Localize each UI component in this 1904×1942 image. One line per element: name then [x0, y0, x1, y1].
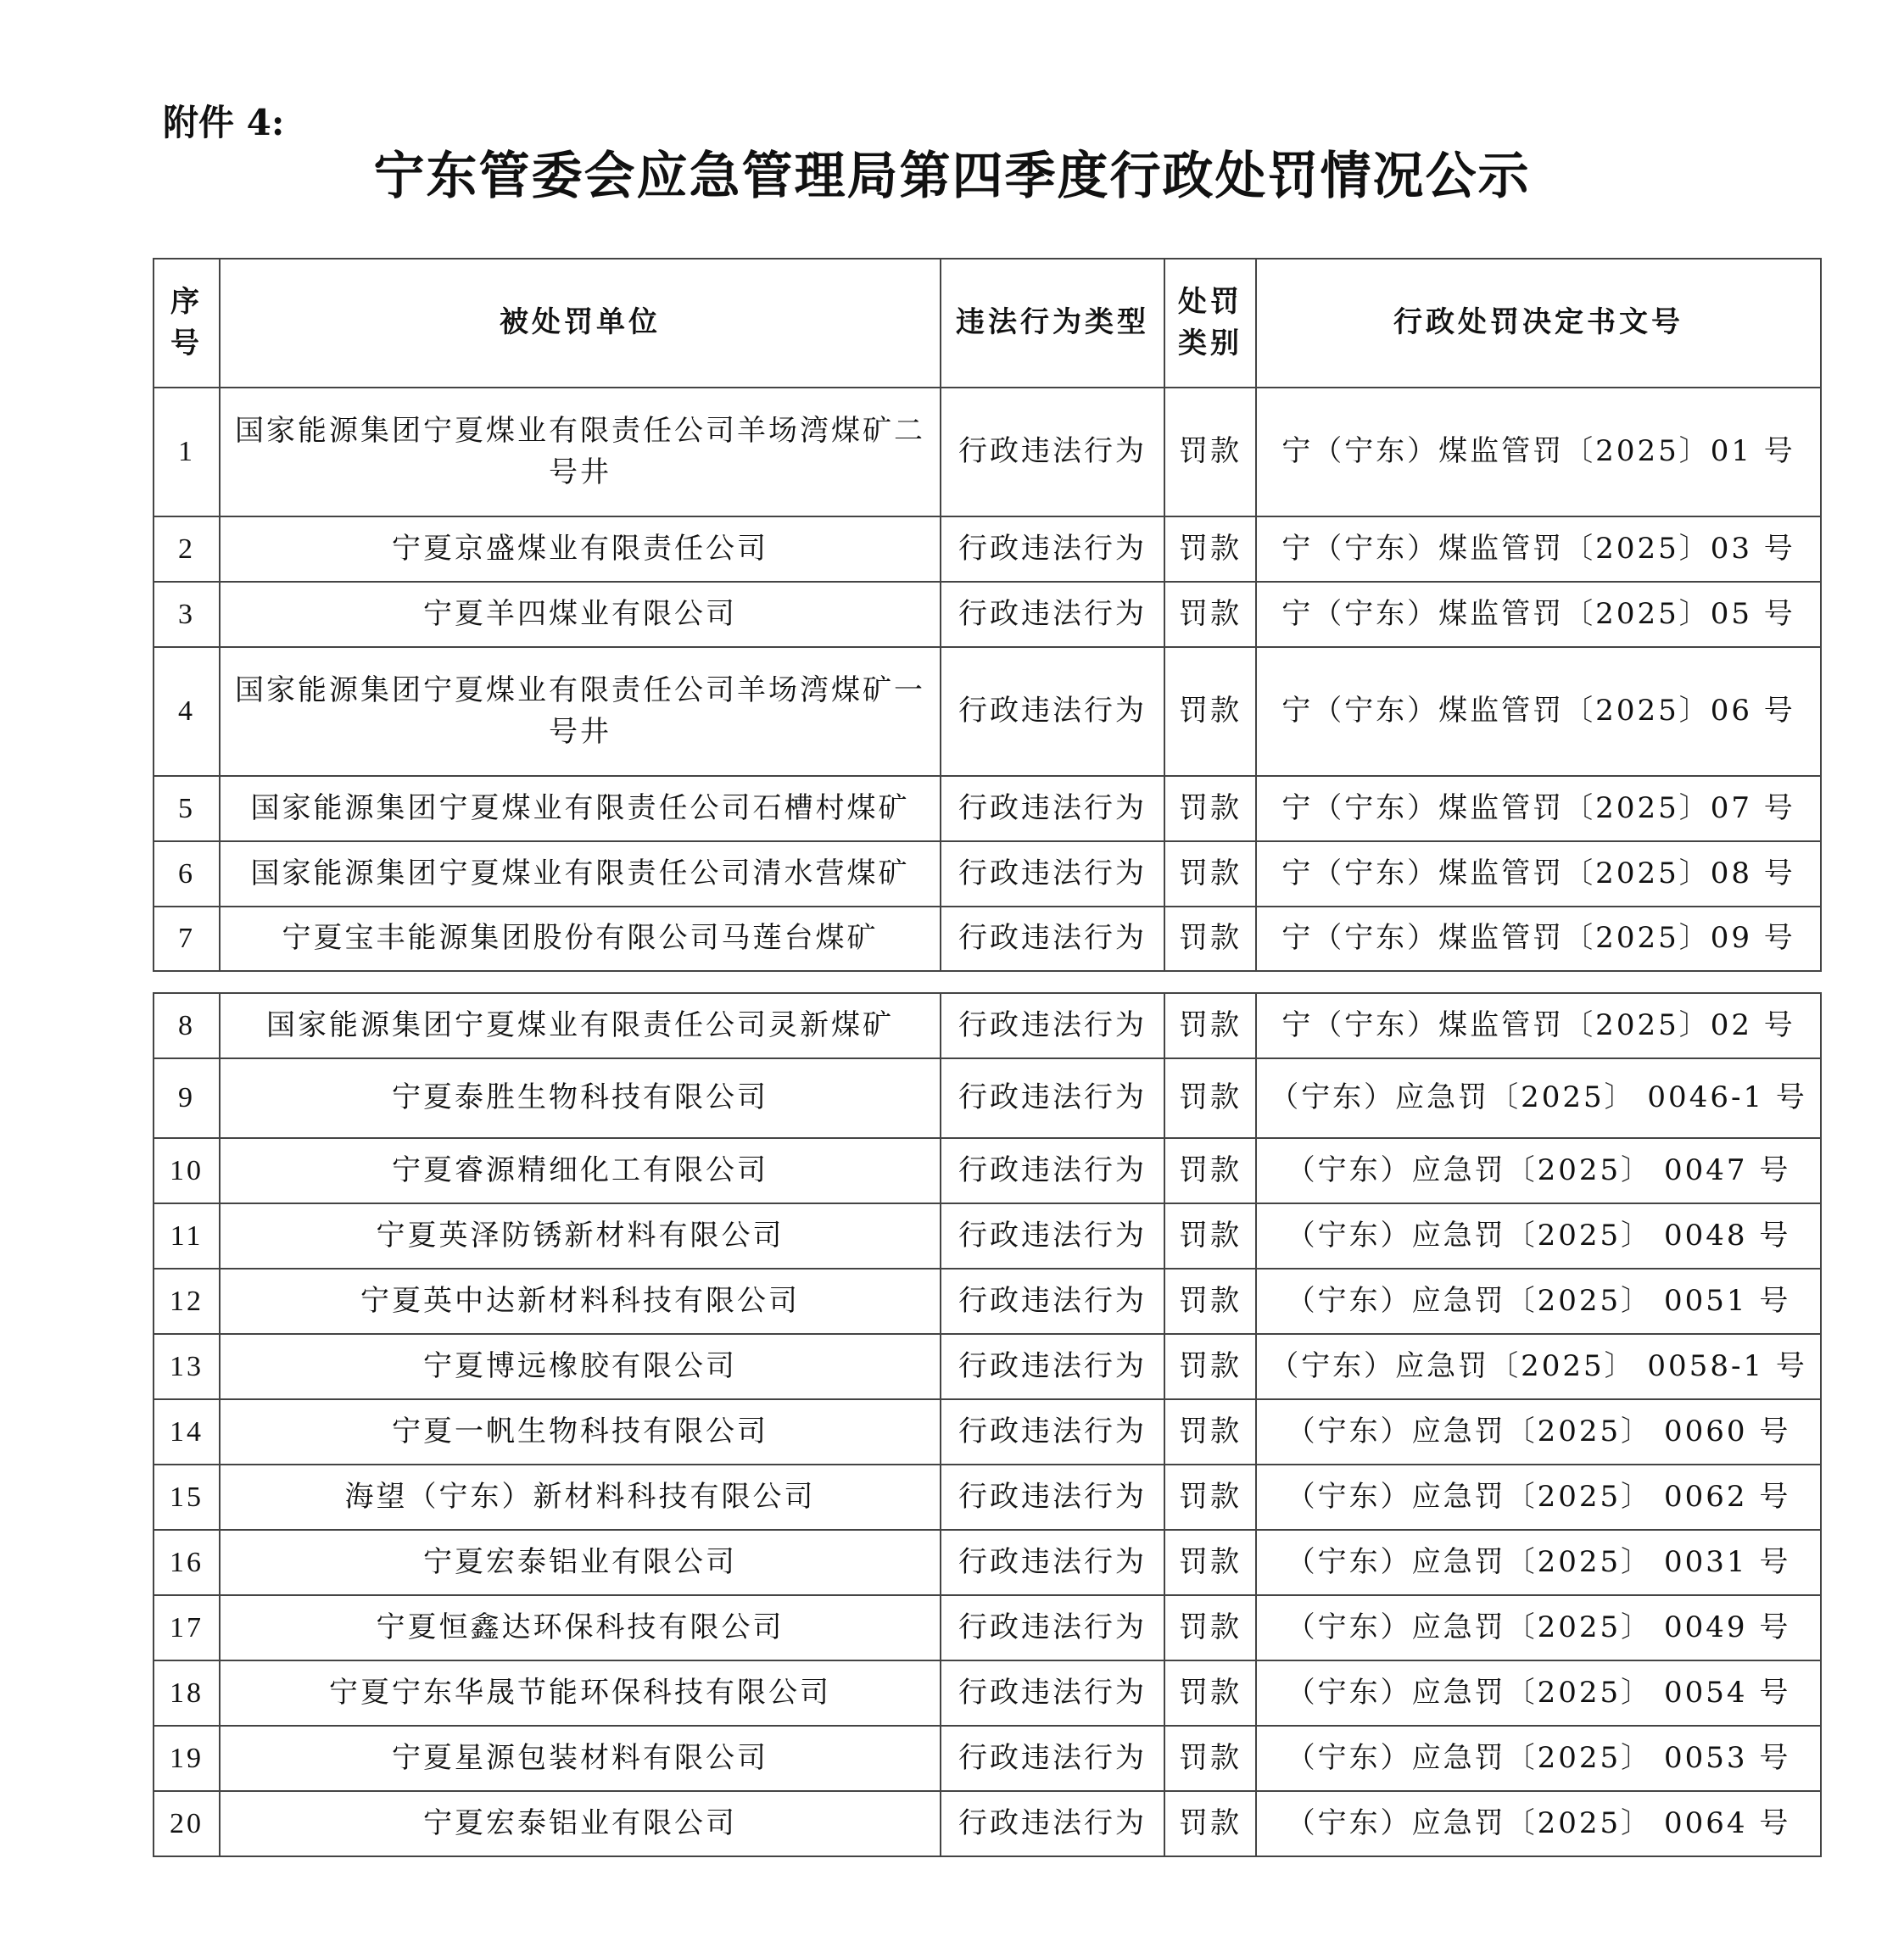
- row-number: 4: [154, 647, 220, 776]
- penalty-category: 罚款: [1164, 516, 1256, 582]
- decision-number: （宁东）应急罚〔2025〕 0060 号: [1256, 1399, 1821, 1465]
- decision-number: 宁（宁东）煤监管罚〔2025〕03 号: [1256, 516, 1821, 582]
- row-number: 8: [154, 993, 220, 1058]
- table-row: [154, 516, 1821, 582]
- penalized-unit: 国家能源集团宁夏煤业有限责任公司羊场湾煤矿二号井: [220, 388, 941, 516]
- violation-type: 行政违法行为: [941, 1058, 1164, 1138]
- table-row: [154, 1203, 1821, 1269]
- penalized-unit: 宁夏宝丰能源集团股份有限公司马莲台煤矿: [220, 907, 941, 971]
- decision-number: （宁东）应急罚〔2025〕 0047 号: [1256, 1138, 1821, 1203]
- row-number: 12: [154, 1269, 220, 1334]
- table-body-part-2: [154, 993, 1821, 1856]
- row-number: 1: [154, 388, 220, 516]
- table-row: [154, 1399, 1821, 1465]
- decision-number: （宁东）应急罚〔2025〕 0046-1 号: [1256, 1058, 1821, 1138]
- violation-type: 行政违法行为: [941, 907, 1164, 971]
- decision-number: （宁东）应急罚〔2025〕 0054 号: [1256, 1660, 1821, 1726]
- row-number: 19: [154, 1726, 220, 1791]
- table-row: [154, 776, 1821, 841]
- decision-number: （宁东）应急罚〔2025〕 0051 号: [1256, 1269, 1821, 1334]
- penalty-category: 罚款: [1164, 993, 1256, 1058]
- violation-type: 行政违法行为: [941, 1530, 1164, 1595]
- table-row: [154, 1660, 1821, 1726]
- violation-type: 行政违法行为: [941, 1399, 1164, 1465]
- penalty-category: 罚款: [1164, 907, 1256, 971]
- penalty-category: 罚款: [1164, 841, 1256, 907]
- row-number: 17: [154, 1595, 220, 1660]
- table-row: [154, 1595, 1821, 1660]
- table-row: [154, 1334, 1821, 1399]
- penalized-unit: 宁夏宏泰铝业有限公司: [220, 1791, 941, 1856]
- violation-type: 行政违法行为: [941, 1138, 1164, 1203]
- header-violation-type: 违法行为类型: [941, 259, 1164, 388]
- row-number: 2: [154, 516, 220, 582]
- penalty-category: 罚款: [1164, 1058, 1256, 1138]
- row-number: 11: [154, 1203, 220, 1269]
- row-number: 3: [154, 582, 220, 647]
- penalized-unit: 宁夏羊四煤业有限公司: [220, 582, 941, 647]
- decision-number: （宁东）应急罚〔2025〕 0049 号: [1256, 1595, 1821, 1660]
- decision-number: 宁（宁东）煤监管罚〔2025〕08 号: [1256, 841, 1821, 907]
- penalized-unit: 国家能源集团宁夏煤业有限责任公司石槽村煤矿: [220, 776, 941, 841]
- violation-type: 行政违法行为: [941, 388, 1164, 516]
- decision-number: （宁东）应急罚〔2025〕 0048 号: [1256, 1203, 1821, 1269]
- penalized-unit: 宁夏博远橡胶有限公司: [220, 1334, 941, 1399]
- decision-number: 宁（宁东）煤监管罚〔2025〕01 号: [1256, 388, 1821, 516]
- penalized-unit: 宁夏宏泰铝业有限公司: [220, 1530, 941, 1595]
- table-row: [154, 1530, 1821, 1595]
- violation-type: 行政违法行为: [941, 993, 1164, 1058]
- penalty-category: 罚款: [1164, 1138, 1256, 1203]
- table-row: [154, 1465, 1821, 1530]
- row-number: 10: [154, 1138, 220, 1203]
- penalized-unit: 宁夏英中达新材料科技有限公司: [220, 1269, 941, 1334]
- header-unit: 被处罚单位: [220, 259, 941, 388]
- decision-number: （宁东）应急罚〔2025〕 0031 号: [1256, 1530, 1821, 1595]
- penalized-unit: 宁夏恒鑫达环保科技有限公司: [220, 1595, 941, 1660]
- table-header-row: [154, 259, 1821, 388]
- table-row: [154, 1791, 1821, 1856]
- violation-type: 行政违法行为: [941, 516, 1164, 582]
- penalty-table-part-1: [153, 258, 1822, 972]
- header-no: 序号: [154, 259, 220, 388]
- row-number: 13: [154, 1334, 220, 1399]
- row-number: 7: [154, 907, 220, 971]
- penalized-unit: 国家能源集团宁夏煤业有限责任公司灵新煤矿: [220, 993, 941, 1058]
- violation-type: 行政违法行为: [941, 1791, 1164, 1856]
- table-body-part-1: [154, 388, 1821, 971]
- penalized-unit: 宁夏星源包装材料有限公司: [220, 1726, 941, 1791]
- table-row: [154, 841, 1821, 907]
- penalized-unit: 海望（宁东）新材料科技有限公司: [220, 1465, 941, 1530]
- decision-number: 宁（宁东）煤监管罚〔2025〕02 号: [1256, 993, 1821, 1058]
- violation-type: 行政违法行为: [941, 1334, 1164, 1399]
- penalized-unit: 宁夏一帆生物科技有限公司: [220, 1399, 941, 1465]
- table-row: [154, 388, 1821, 516]
- penalized-unit: 宁夏泰胜生物科技有限公司: [220, 1058, 941, 1138]
- table-row: [154, 1269, 1821, 1334]
- violation-type: 行政违法行为: [941, 1660, 1164, 1726]
- violation-type: 行政违法行为: [941, 1203, 1164, 1269]
- table-row: [154, 582, 1821, 647]
- violation-type: 行政违法行为: [941, 1465, 1164, 1530]
- row-number: 15: [154, 1465, 220, 1530]
- penalized-unit: 宁夏睿源精细化工有限公司: [220, 1138, 941, 1203]
- row-number: 14: [154, 1399, 220, 1465]
- table-row: [154, 907, 1821, 971]
- penalty-category: 罚款: [1164, 582, 1256, 647]
- penalty-category: 罚款: [1164, 647, 1256, 776]
- decision-number: （宁东）应急罚〔2025〕 0064 号: [1256, 1791, 1821, 1856]
- penalty-category: 罚款: [1164, 1595, 1256, 1660]
- violation-type: 行政违法行为: [941, 647, 1164, 776]
- violation-type: 行政违法行为: [941, 1726, 1164, 1791]
- penalty-category: 罚款: [1164, 1399, 1256, 1465]
- table-row: [154, 993, 1821, 1058]
- penalized-unit: 宁夏京盛煤业有限责任公司: [220, 516, 941, 582]
- violation-type: 行政违法行为: [941, 776, 1164, 841]
- decision-number: （宁东）应急罚〔2025〕 0053 号: [1256, 1726, 1821, 1791]
- decision-number: 宁（宁东）煤监管罚〔2025〕07 号: [1256, 776, 1821, 841]
- decision-number: 宁（宁东）煤监管罚〔2025〕05 号: [1256, 582, 1821, 647]
- table-row: [154, 647, 1821, 776]
- row-number: 6: [154, 841, 220, 907]
- table-row: [154, 1138, 1821, 1203]
- decision-number: 宁（宁东）煤监管罚〔2025〕09 号: [1256, 907, 1821, 971]
- decision-number: 宁（宁东）煤监管罚〔2025〕06 号: [1256, 647, 1821, 776]
- penalty-category: 罚款: [1164, 388, 1256, 516]
- table-row: [154, 1726, 1821, 1791]
- row-number: 16: [154, 1530, 220, 1595]
- penalty-category: 罚款: [1164, 1334, 1256, 1399]
- penalty-category: 罚款: [1164, 1726, 1256, 1791]
- violation-type: 行政违法行为: [941, 582, 1164, 647]
- document-title: 宁东管委会应急管理局第四季度行政处罚情况公示: [373, 147, 1531, 206]
- penalized-unit: 宁夏英泽防锈新材料有限公司: [220, 1203, 941, 1269]
- penalty-category: 罚款: [1164, 1203, 1256, 1269]
- penalty-category: 罚款: [1164, 1660, 1256, 1726]
- penalty-category: 罚款: [1164, 1269, 1256, 1334]
- penalty-category: 罚款: [1164, 1791, 1256, 1856]
- attachment-label: 附件 4:: [163, 102, 285, 143]
- header-penalty-category: 处罚类别: [1164, 259, 1256, 388]
- penalty-table-part-2: [153, 992, 1822, 1857]
- decision-number: （宁东）应急罚〔2025〕 0062 号: [1256, 1465, 1821, 1530]
- penalized-unit: 国家能源集团宁夏煤业有限责任公司羊场湾煤矿一号井: [220, 647, 941, 776]
- violation-type: 行政违法行为: [941, 1269, 1164, 1334]
- row-number: 5: [154, 776, 220, 841]
- violation-type: 行政违法行为: [941, 1595, 1164, 1660]
- violation-type: 行政违法行为: [941, 841, 1164, 907]
- penalty-category: 罚款: [1164, 1465, 1256, 1530]
- table-row: [154, 1058, 1821, 1138]
- penalty-category: 罚款: [1164, 1530, 1256, 1595]
- row-number: 9: [154, 1058, 220, 1138]
- penalty-category: 罚款: [1164, 776, 1256, 841]
- header-decision-number: 行政处罚决定书文号: [1256, 259, 1821, 388]
- row-number: 20: [154, 1791, 220, 1856]
- row-number: 18: [154, 1660, 220, 1726]
- penalized-unit: 国家能源集团宁夏煤业有限责任公司清水营煤矿: [220, 841, 941, 907]
- decision-number: （宁东）应急罚〔2025〕 0058-1 号: [1256, 1334, 1821, 1399]
- penalized-unit: 宁夏宁东华晟节能环保科技有限公司: [220, 1660, 941, 1726]
